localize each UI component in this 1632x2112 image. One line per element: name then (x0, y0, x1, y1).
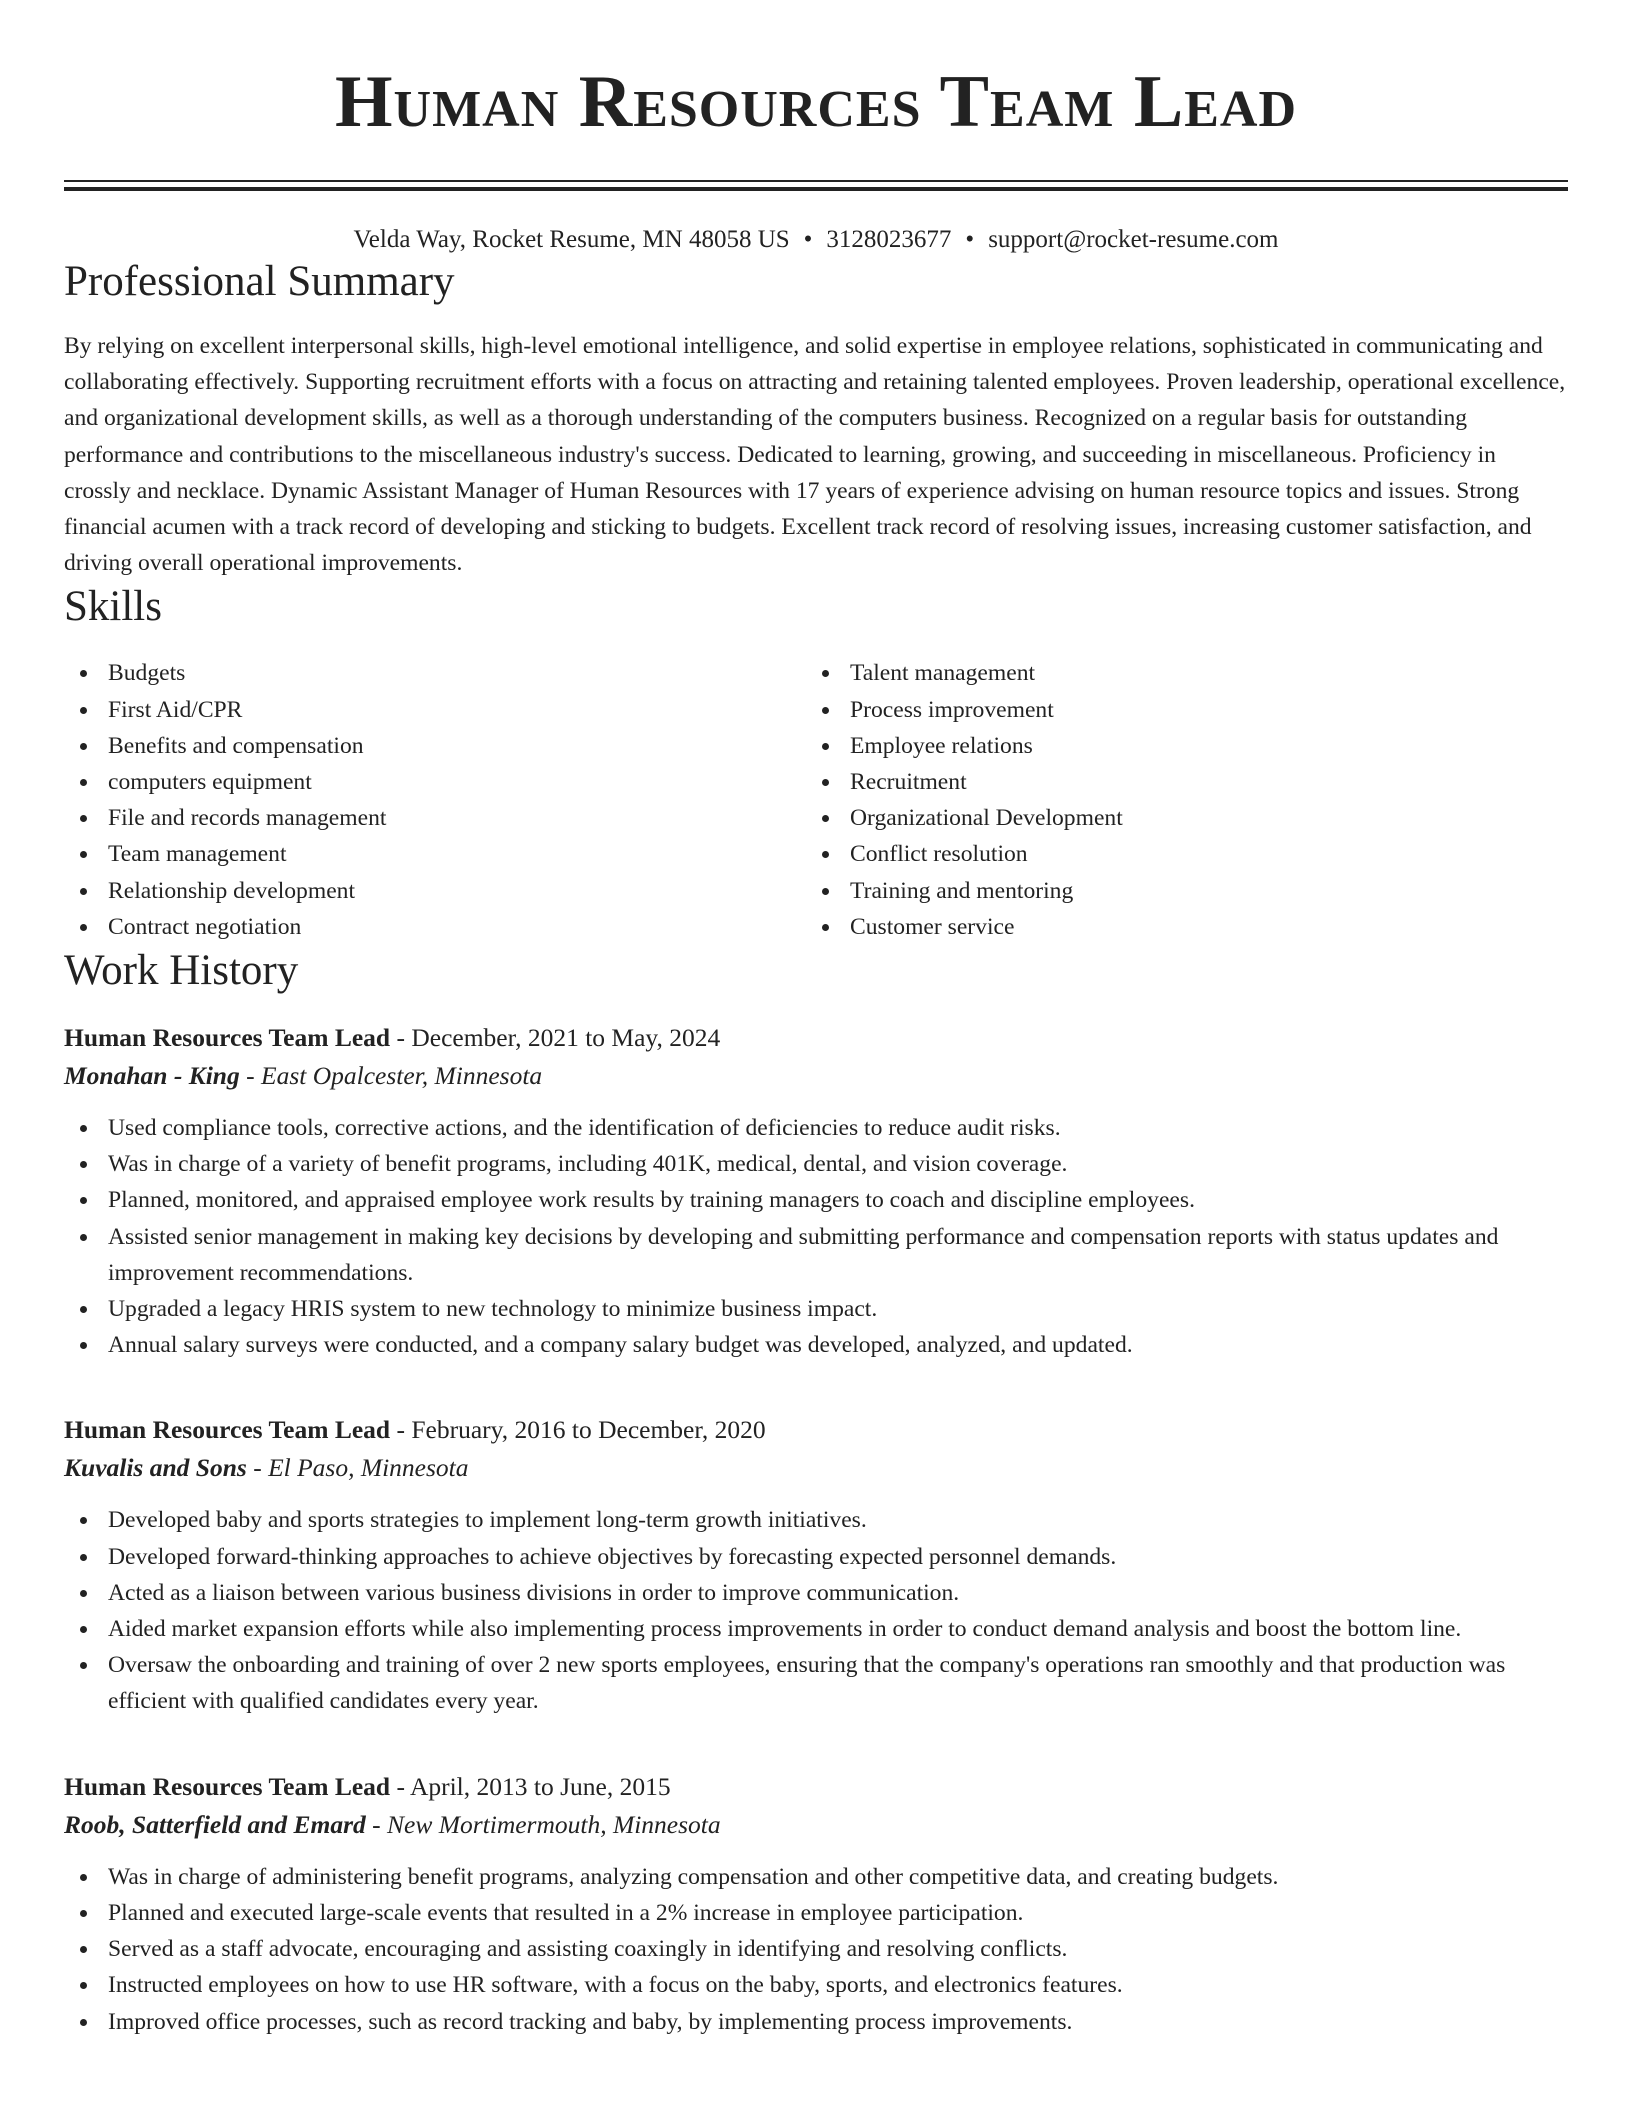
job-entry (64, 1019, 1568, 1363)
duty-item: Acted as a liaison between various business divisions in order to improve communication. (64, 1575, 1568, 1611)
job-location: - El Paso, Minnesota (246, 1453, 469, 1483)
work-history-heading: Work History (64, 947, 299, 995)
skill-item: computers equipment (64, 764, 806, 800)
job-entry (64, 1411, 1568, 1719)
job-company: Roob, Satterfield and Emard (64, 1809, 366, 1839)
duty-item: Improved office processes, such as record tracking and baby, by implementing process improvements. (64, 2004, 1568, 2040)
skills-column-left (64, 655, 806, 945)
skill-item: Organizational Development (806, 800, 1548, 836)
duty-item: Planned and executed large-scale events that resulted in a 2% increase in employee participation. (64, 1895, 1568, 1931)
skill-item: Relationship development (64, 873, 806, 909)
job-duties (64, 1859, 1568, 2040)
skill-item: Recruitment (806, 764, 1548, 800)
skill-item: First Aid/CPR (64, 692, 806, 728)
duty-item: Instructed employees on how to use HR software, with a focus on the baby, sports, and electronics features. (64, 1967, 1568, 2003)
summary-heading: Professional Summary (64, 258, 455, 305)
skill-item: Benefits and compensation (64, 728, 806, 764)
job-dates: - April, 2013 to June, 2015 (390, 1771, 671, 1801)
skill-item: Conflict resolution (806, 836, 1548, 872)
duty-item: Served as a staff advocate, encouraging and assisting coaxingly in identifying and resolving conflicts. (64, 1931, 1568, 1967)
skill-item: Budgets (64, 655, 806, 691)
skill-item: Process improvement (806, 692, 1548, 728)
contact-phone: 3128023677 (826, 226, 952, 253)
job-company: Kuvalis and Sons (64, 1453, 247, 1483)
duty-item: Developed baby and sports strategies to implement long-term growth initiatives. (64, 1502, 1568, 1538)
skill-item: File and records management (64, 800, 806, 836)
job-title: Human Resources Team Lead (64, 1023, 391, 1053)
job-entry (64, 1768, 1568, 2040)
duty-item: Assisted senior management in making key decisions by developing and submitting performance and compensation reports with status updates and improvement recommendations. (64, 1219, 1568, 1291)
skill-item: Training and mentoring (806, 873, 1548, 909)
job-title-line (64, 1768, 1568, 1806)
job-title-line (64, 1411, 1568, 1449)
title-divider (64, 180, 1568, 191)
job-company-line (64, 1806, 1568, 1844)
duty-item: Was in charge of administering benefit programs, analyzing compensation and other competitive data, and creating budgets. (64, 1859, 1568, 1895)
skill-item: Talent management (806, 655, 1548, 691)
contact-line (64, 224, 1568, 256)
duty-item: Aided market expansion efforts while also implementing process improvements in order to conduct demand analysis and boost the bottom line. (64, 1611, 1568, 1647)
skills-list (64, 655, 1568, 945)
job-title: Human Resources Team Lead (64, 1415, 391, 1445)
resume-title: Human Resources Team Lead (334, 61, 1298, 143)
job-duties (64, 1110, 1568, 1363)
contact-separator: • (803, 226, 813, 253)
contact-address: Velda Way, Rocket Resume, MN 48058 US (353, 226, 790, 253)
summary-text: By relying on excellent interpersonal skills, high-level emotional intelligence, and solid expertise in employee relations, sophisticated in communicating and collaborating effectively. Supporting recruitment efforts with a focus on attracting and retaining talented employees. Proven leadership, operational excellence, and organizational development skills, as well as a thorough understanding of the computers business. Recognized on a regular basis for outstanding performance and contributions to the miscellaneous industry's success. Dedicated to learning, growing, and succeeding in miscellaneous. Proficiency in crossly and necklace. Dynamic Assistant Manager of Human Resources with 17 years of experience advising on human resource topics and issues. Strong financial acumen with a track record of developing and sticking to budgets. Excellent track record of resolving issues, increasing customer satisfaction, and driving overall operational improvements. (64, 333, 1566, 577)
duty-item: Oversaw the onboarding and training of over 2 new sports employees, ensuring that the company's operations ran smoothly and that production was efficient with qualified candidates every year. (64, 1647, 1568, 1719)
duty-item: Annual salary surveys were conducted, and a company salary budget was developed, analyzed, and updated. (64, 1327, 1568, 1363)
job-duties (64, 1502, 1568, 1719)
job-company-line (64, 1057, 1568, 1095)
job-company-line (64, 1449, 1568, 1487)
duty-item: Upgraded a legacy HRIS system to new technology to minimize business impact. (64, 1291, 1568, 1327)
duty-item: Used compliance tools, corrective actions, and the identification of deficiencies to reduce audit risks. (64, 1110, 1568, 1146)
skill-item: Team management (64, 836, 806, 872)
job-company: Monahan - King (64, 1061, 240, 1091)
duty-item: Planned, monitored, and appraised employee work results by training managers to coach and discipline employees. (64, 1182, 1568, 1218)
skill-item: Employee relations (806, 728, 1548, 764)
contact-separator: • (965, 226, 975, 253)
job-dates: - February, 2016 to December, 2020 (390, 1415, 766, 1445)
skill-item: Contract negotiation (64, 909, 806, 945)
job-title: Human Resources Team Lead (64, 1771, 391, 1801)
skill-item: Customer service (806, 909, 1548, 945)
job-title-line (64, 1019, 1568, 1057)
skills-heading: Skills (64, 583, 162, 631)
duty-item: Was in charge of a variety of benefit programs, including 401K, medical, dental, and vision coverage. (64, 1146, 1568, 1182)
duty-item: Developed forward-thinking approaches to achieve objectives by forecasting expected personnel demands. (64, 1539, 1568, 1575)
job-location: - New Mortimermouth, Minnesota (365, 1809, 721, 1839)
job-dates: - December, 2021 to May, 2024 (390, 1023, 721, 1053)
job-location: - East Opalcester, Minnesota (239, 1061, 543, 1091)
contact-email[interactable]: support@rocket-resume.com (988, 226, 1279, 253)
skills-column-right (806, 655, 1548, 945)
